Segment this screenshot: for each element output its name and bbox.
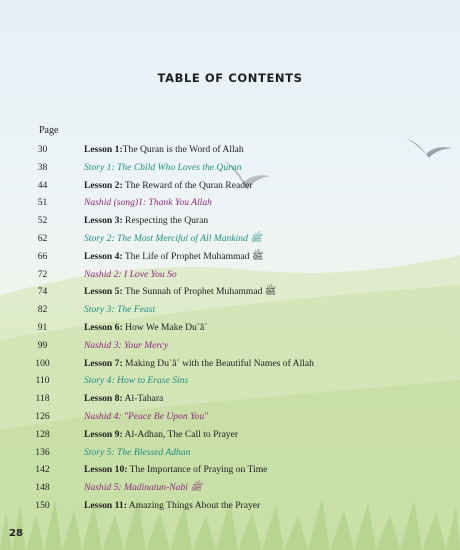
toc-entry [0, 143, 460, 157]
toc-entry-title: Nashid 4: "Peace Be Upon You" [84, 411, 209, 422]
toc-page-number: 66 [37, 250, 48, 262]
toc-entry-title: Nashid (song)1: Thank You Allah [84, 197, 212, 209]
toc-entry [0, 268, 460, 282]
toc-entry [0, 161, 460, 175]
lesson-number: Lesson 4: [84, 250, 123, 262]
toc-entry [0, 410, 460, 424]
lesson-number: Lesson 8: [84, 393, 123, 405]
toc-page-number: 72 [37, 268, 48, 280]
lesson-title: How We Make Du`â´ [122, 322, 208, 333]
toc-page-number: 30 [37, 144, 48, 155]
lesson-title: Al-Adhan, The Call to Prayer [122, 428, 239, 440]
toc-entry [0, 214, 460, 228]
toc-entry [0, 179, 460, 193]
toc-entry [0, 321, 460, 335]
toc-entry [0, 463, 460, 477]
toc-entry-title [84, 285, 276, 299]
toc-entry-title: Nashid 3: Your Mercy [84, 339, 169, 351]
lesson-title: Amazing Things About the Prayer [126, 500, 261, 511]
toc-entry-title: Story 5: The Blessed Adhan [84, 446, 191, 458]
page-number: 28 [9, 528, 23, 539]
lesson-number: Lesson 9: [84, 428, 123, 440]
lesson-title: Making Du`â´ with the Beautiful Names of Allah [122, 357, 314, 369]
lesson-title: The Quran is the Word of Allah [122, 144, 244, 155]
toc-entry [0, 481, 460, 495]
toc-page-number: 150 [35, 500, 50, 511]
toc-page-number: 91 [37, 322, 48, 333]
lesson-number: Lesson 5: [84, 286, 123, 298]
toc-page-number: 52 [37, 215, 48, 227]
toc-page-number: 74 [37, 286, 48, 298]
toc-page-number: 44 [37, 179, 48, 191]
toc-entry-title [84, 463, 267, 477]
toc-page-number: 99 [37, 339, 48, 351]
lesson-number: Lesson 10: [84, 464, 128, 476]
toc-entry-title [84, 428, 238, 442]
toc-entry-title: Story 1: The Child Who Loves the Quran [84, 161, 242, 173]
toc-page-number: 51 [37, 197, 48, 209]
toc-entry [0, 357, 460, 371]
toc-page-number: 128 [35, 428, 50, 440]
toc-entry [0, 428, 460, 442]
page-column-label: Page [39, 125, 59, 136]
lesson-title: Respecting the Quran [122, 215, 209, 227]
toc-page-number: 100 [35, 357, 50, 369]
toc-entry [0, 196, 460, 210]
page-title: TABLE OF CONTENTS [157, 71, 303, 85]
toc-page-number: 136 [35, 446, 50, 458]
lesson-title: The Life of Prophet Muhammad ﷺ [122, 250, 264, 262]
toc-page-number: 148 [35, 482, 50, 494]
lesson-number: Lesson 1: [84, 144, 123, 155]
toc-entry [0, 392, 460, 406]
toc-entry [0, 285, 460, 299]
toc-page-number: 82 [37, 304, 48, 316]
lesson-number: Lesson 3: [84, 215, 123, 227]
toc-entry [0, 374, 460, 388]
toc-entry-title: Story 3: The Feast [84, 304, 156, 316]
lesson-title: Al-Tahara [122, 393, 164, 405]
toc-entry-title [84, 499, 260, 513]
lesson-title: The Reward of the Quran Reader [122, 179, 253, 191]
toc-page-number: 118 [35, 393, 50, 405]
lesson-title: The Importance of Praying on Time [127, 464, 268, 476]
lesson-number: Lesson 11: [84, 500, 127, 511]
toc-entry-title [84, 214, 208, 228]
toc-entry-title: Nashid 5: Madinatun-Nabi ﷺ [84, 482, 202, 494]
toc-entry-title: Nashid 2: I Love You So [84, 268, 177, 280]
toc-entry-title [84, 143, 244, 157]
lesson-number: Lesson 2: [84, 179, 123, 191]
toc-entry [0, 339, 460, 353]
toc-page-number: 142 [35, 464, 50, 476]
lesson-title: The Sunnah of Prophet Muhammad ﷺ [122, 286, 277, 298]
toc-entry [0, 303, 460, 317]
toc-page-number: 38 [37, 161, 48, 173]
toc-entry [0, 499, 460, 513]
toc-entry-title: Story 4: How to Erase Sins [84, 375, 189, 387]
lesson-number: Lesson 6: [84, 322, 123, 333]
toc-page-number: 110 [35, 375, 50, 387]
toc-entry-title [84, 250, 264, 264]
toc-entry-title: Story 2: The Most Merciful of All Mankind ﷺ [84, 233, 262, 244]
toc-entry-title [84, 179, 252, 193]
toc-entry [0, 250, 460, 264]
lesson-number: Lesson 7: [84, 357, 123, 369]
toc-page-number: 126 [35, 411, 50, 422]
toc-page-number: 62 [37, 233, 48, 244]
toc-entry-title [84, 321, 208, 335]
toc-entry [0, 232, 460, 246]
toc-entry-title [84, 357, 314, 371]
toc-entry [0, 446, 460, 460]
toc-entry-title [84, 392, 163, 406]
